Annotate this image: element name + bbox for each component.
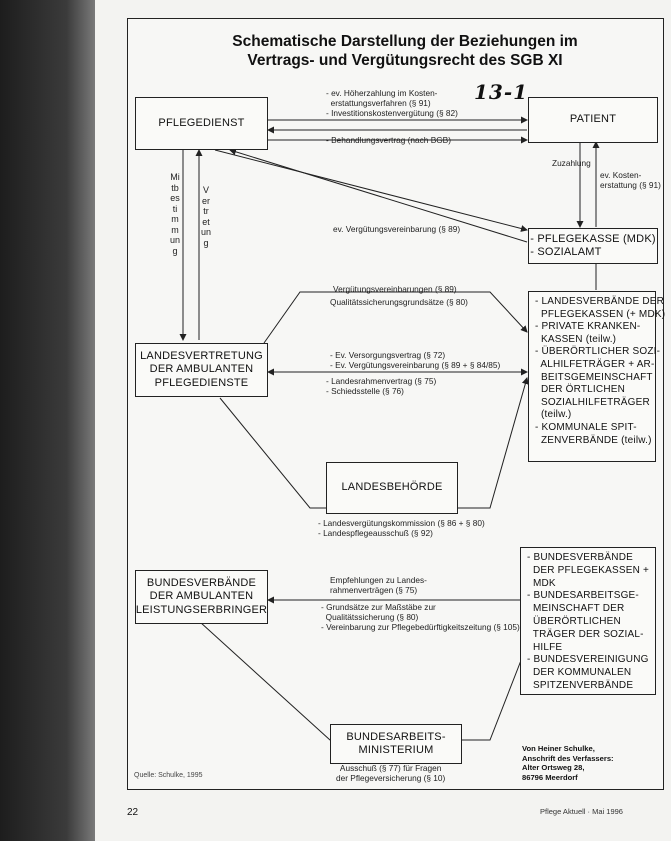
label-mitbestimmung: Mitbestimmung: [170, 172, 181, 256]
node-bundesverbaende-rechts: - BUNDESVERBÄNDE DER PFLEGEKASSEN + MDK - BUNDESARBEITSGE- MEINSCHAFT DER ÜBERÖRTLICHEN TRÄGER DER SOZIAL- HILFE - BUNDESVEREINIGUNG DER KOMMUNALEN SPITZENVERBÄNDE: [520, 547, 656, 695]
node-bundesarbeitsministerium: BUNDESARBEITS- MINISTERIUM: [330, 724, 462, 764]
label-dienst-patient-top: - ev. Höherzahlung im Kosten- erstattungsverfahren (§ 91) - Investitionskostenvergütung (§ 82): [326, 88, 458, 118]
label-qualitaetssicherung: Qualitätssicherungsgrundsätze (§ 80): [330, 297, 468, 307]
label-vertretung: Vertretung: [201, 185, 212, 248]
node-bundesverbaende-links: BUNDESVERBÄNDE DER AMBULANTEN LEISTUNGSERBRINGER: [135, 570, 268, 624]
label-verguetung: ev. Vergütungsvereinbarung (§ 89): [333, 224, 461, 234]
label-zuzahlung: Zuzahlung: [552, 158, 591, 168]
node-landesverbaende: - LANDESVERBÄNDE DER PFLEGEKASSEN (+ MDK) - PRIVATE KRANKEN- KASSEN (teilw.) - ÜBERÖRTLICHER SOZI- ALHILFETRÄGER + AR- BEITSGEMEINSCHAFT DER ÖRTLICHEN SOZIALHILFETRÄGER (teilw.) - KOMMUNALE SPIT- ZENVERBÄNDE (teilw.): [528, 291, 656, 462]
node-pflegedienst: PFLEGEDIENST: [135, 97, 268, 150]
node-landesbehoerde: LANDESBEHÖRDE: [326, 462, 458, 514]
source-note: Quelle: Schulke, 1995: [134, 772, 203, 779]
label-landesbehoerde-out: - Landesvergütungskommission (§ 86 + § 80) - Landespflegeausschuß (§ 92): [318, 518, 485, 538]
label-rahmenvertrag: - Landesrahmenvertrag (§ 75) - Schiedsstelle (§ 76): [326, 376, 437, 396]
node-patient: PATIENT: [528, 97, 658, 143]
label-dienst-patient-bottom: - Behandlungsvertrag (nach BGB): [326, 135, 451, 145]
label-kosten: ev. Kosten- erstattung (§ 91): [600, 170, 661, 190]
node-pflegekasse: - PFLEGEKASSE (MDK) - SOZIALAMT: [528, 228, 658, 264]
author-info: Von Heiner Schulke, Anschrift des Verfassers: Alter Ortsweg 28, 86796 Meerdorf: [522, 744, 614, 782]
label-versorgungsvertrag: - Ev. Versorgungsvertrag (§ 72) - Ev. Vergütungsvereinbarung (§ 89 + § 84/85): [330, 350, 501, 370]
diagram-title: Schematische Darstellung der Beziehungen im Vertrags- und Vergütungsrecht des SGB XI: [232, 33, 578, 69]
handwritten-note: 13-1: [474, 80, 529, 104]
label-bund-top: Empfehlungen zu Landes- rahmenverträgen (§ 75): [330, 575, 427, 595]
label-bund-bottom: - Grundsätze zur Maßstäbe zur Qualitätssicherung (§ 80) - Vereinbarung zur Pflegebedürftigkeitszeitung (§ 105): [321, 602, 520, 632]
label-verguetungsvereinbarungen: Vergütungsvereinbarungen (§ 89): [333, 284, 457, 294]
label-ministerium: Ausschuß (§ 77) für Fragen der Pflegeversicherung (§ 10): [336, 763, 446, 783]
page-number: 22: [127, 807, 139, 818]
page-footer: Pflege Aktuell · Mai 1996: [540, 807, 623, 816]
node-landesvertretung: LANDESVERTRETUNG DER AMBULANTEN PFLEGEDIENSTE: [135, 343, 268, 397]
